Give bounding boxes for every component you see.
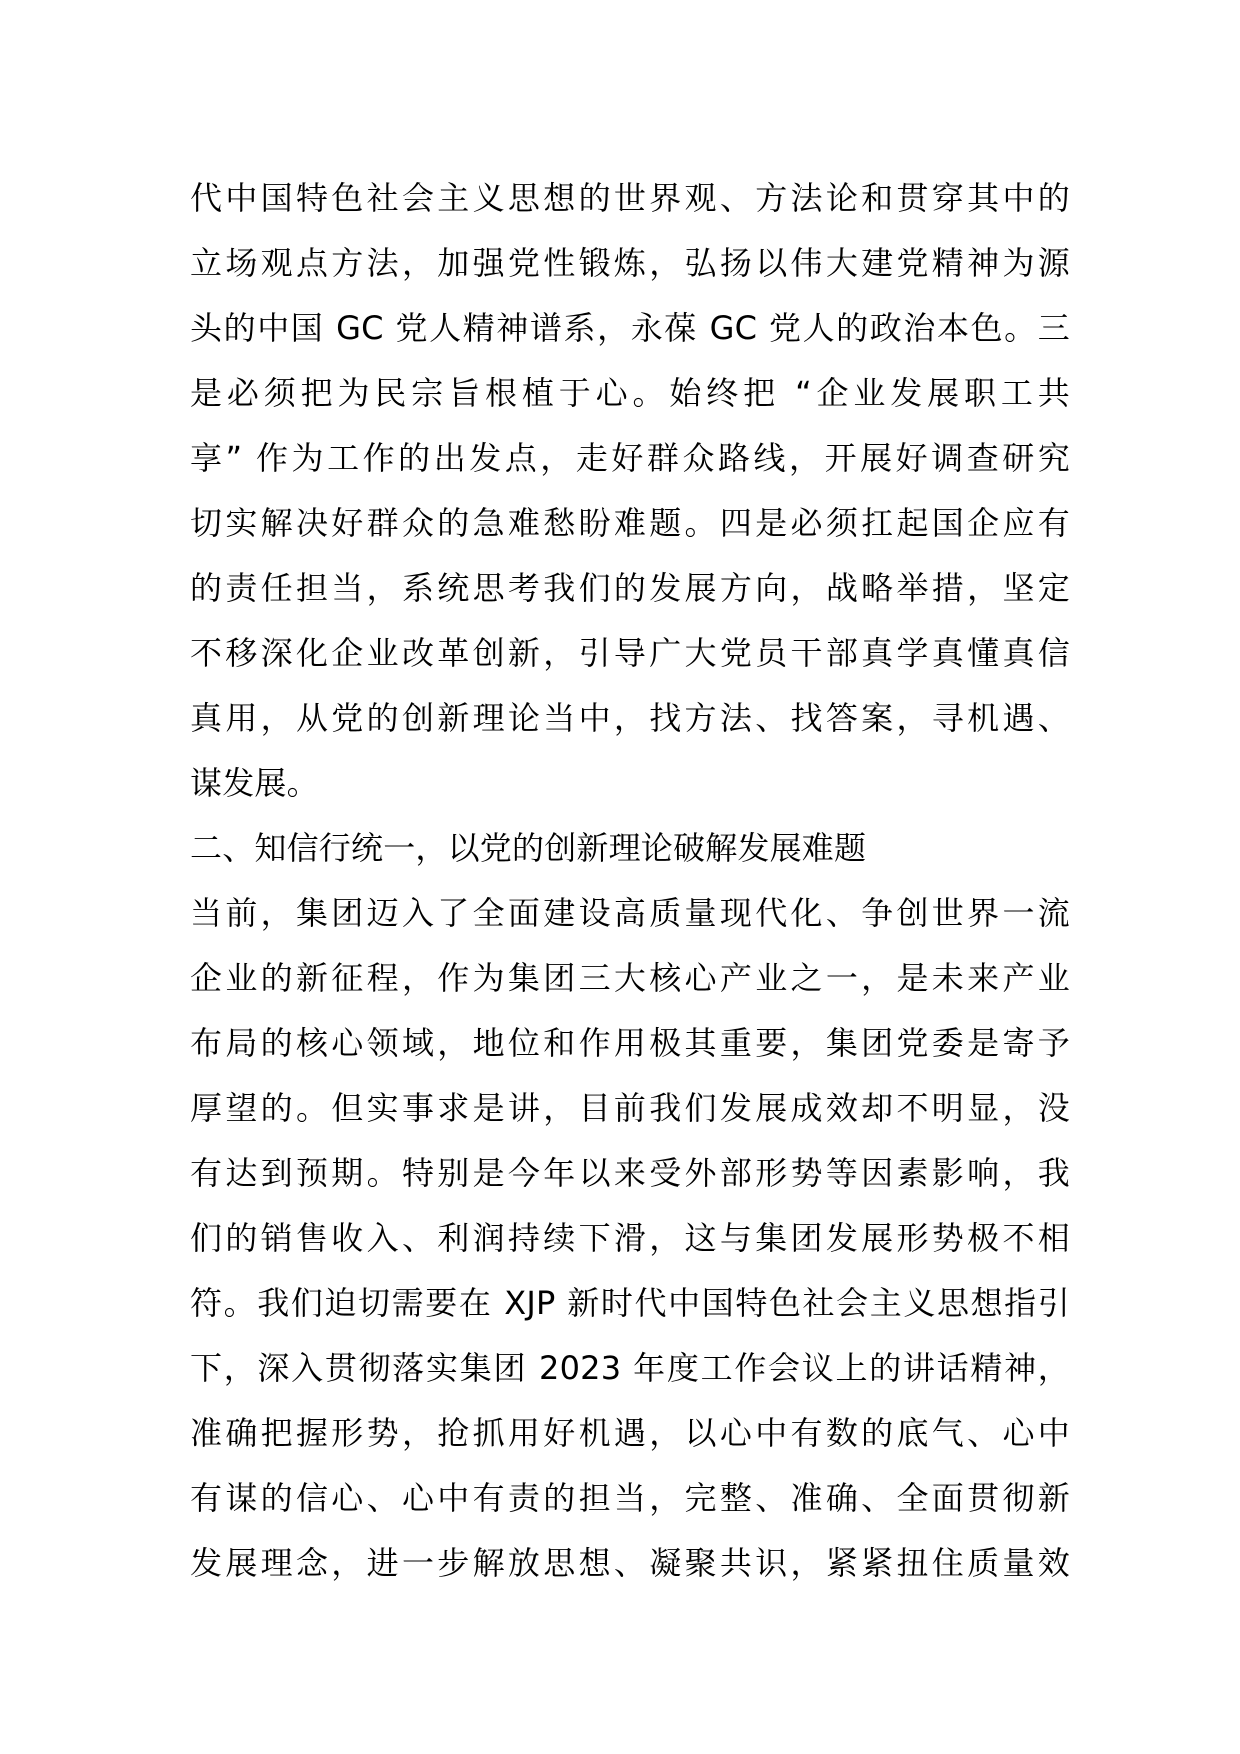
text-line: 真用，从党的创新理论当中，找方法、找答案，寻机遇、 [190,699,1070,737]
text-line: 切实解决好群众的急难愁盼难题。四是必须扛起国企应有 [190,504,1070,542]
text-line: 不移深化企业改革创新，引导广大党员干部真学真懂真信 [190,634,1070,672]
body-text [190,166,1070,1596]
text-line: 发展理念，进一步解放思想、凝聚共识，紧紧扭住质量效 [190,1544,1070,1582]
text-line: 准确把握形势，抢抓用好机遇，以心中有数的底气、心中 [190,1414,1070,1452]
text-line: 立场观点方法，加强党性锻炼，弘扬以伟大建党精神为源 [190,244,1070,282]
text-line: 布局的核心领域，地位和作用极其重要，集团党委是寄予 [190,1024,1070,1062]
section-heading: 二、知信行统一，以党的创新理论破解发展难题 [190,829,867,867]
text-line: 有谋的信心、心中有责的担当，完整、准确、全面贯彻新 [190,1479,1070,1517]
text-line: 享” 作为工作的出发点，走好群众路线，开展好调查研究 [190,439,1070,477]
text-line: 头的中国 GC 党人精神谱系，永葆 GC 党人的政治本色。三 [190,309,1070,347]
text-line: 代中国特色社会主义思想的世界观、方法论和贯穿其中的 [190,179,1070,217]
text-line-end: 谋发展。 [190,764,319,802]
text-line: 有达到预期。特别是今年以来受外部形势等因素影响，我 [190,1154,1070,1192]
text-line: 当前，集团迈入了全面建设高质量现代化、争创世界一流 [190,894,1070,932]
text-line: 们的销售收入、利润持续下滑，这与集团发展形势极不相 [190,1219,1070,1257]
text-line: 是必须把为民宗旨根植于心。始终把 “企业发展职工共 [190,374,1070,412]
text-line: 的责任担当，系统思考我们的发展方向，战略举措，坚定 [190,569,1070,607]
text-line: 符。我们迫切需要在 XJP 新时代中国特色社会主义思想指引 [190,1284,1070,1322]
text-line: 企业的新征程，作为集团三大核心产业之一，是未来产业 [190,959,1070,997]
text-line: 厚望的。但实事求是讲，目前我们发展成效却不明显，没 [190,1089,1070,1127]
text-line: 下，深入贯彻落实集团 2023 年度工作会议上的讲话精神， [190,1349,1070,1387]
